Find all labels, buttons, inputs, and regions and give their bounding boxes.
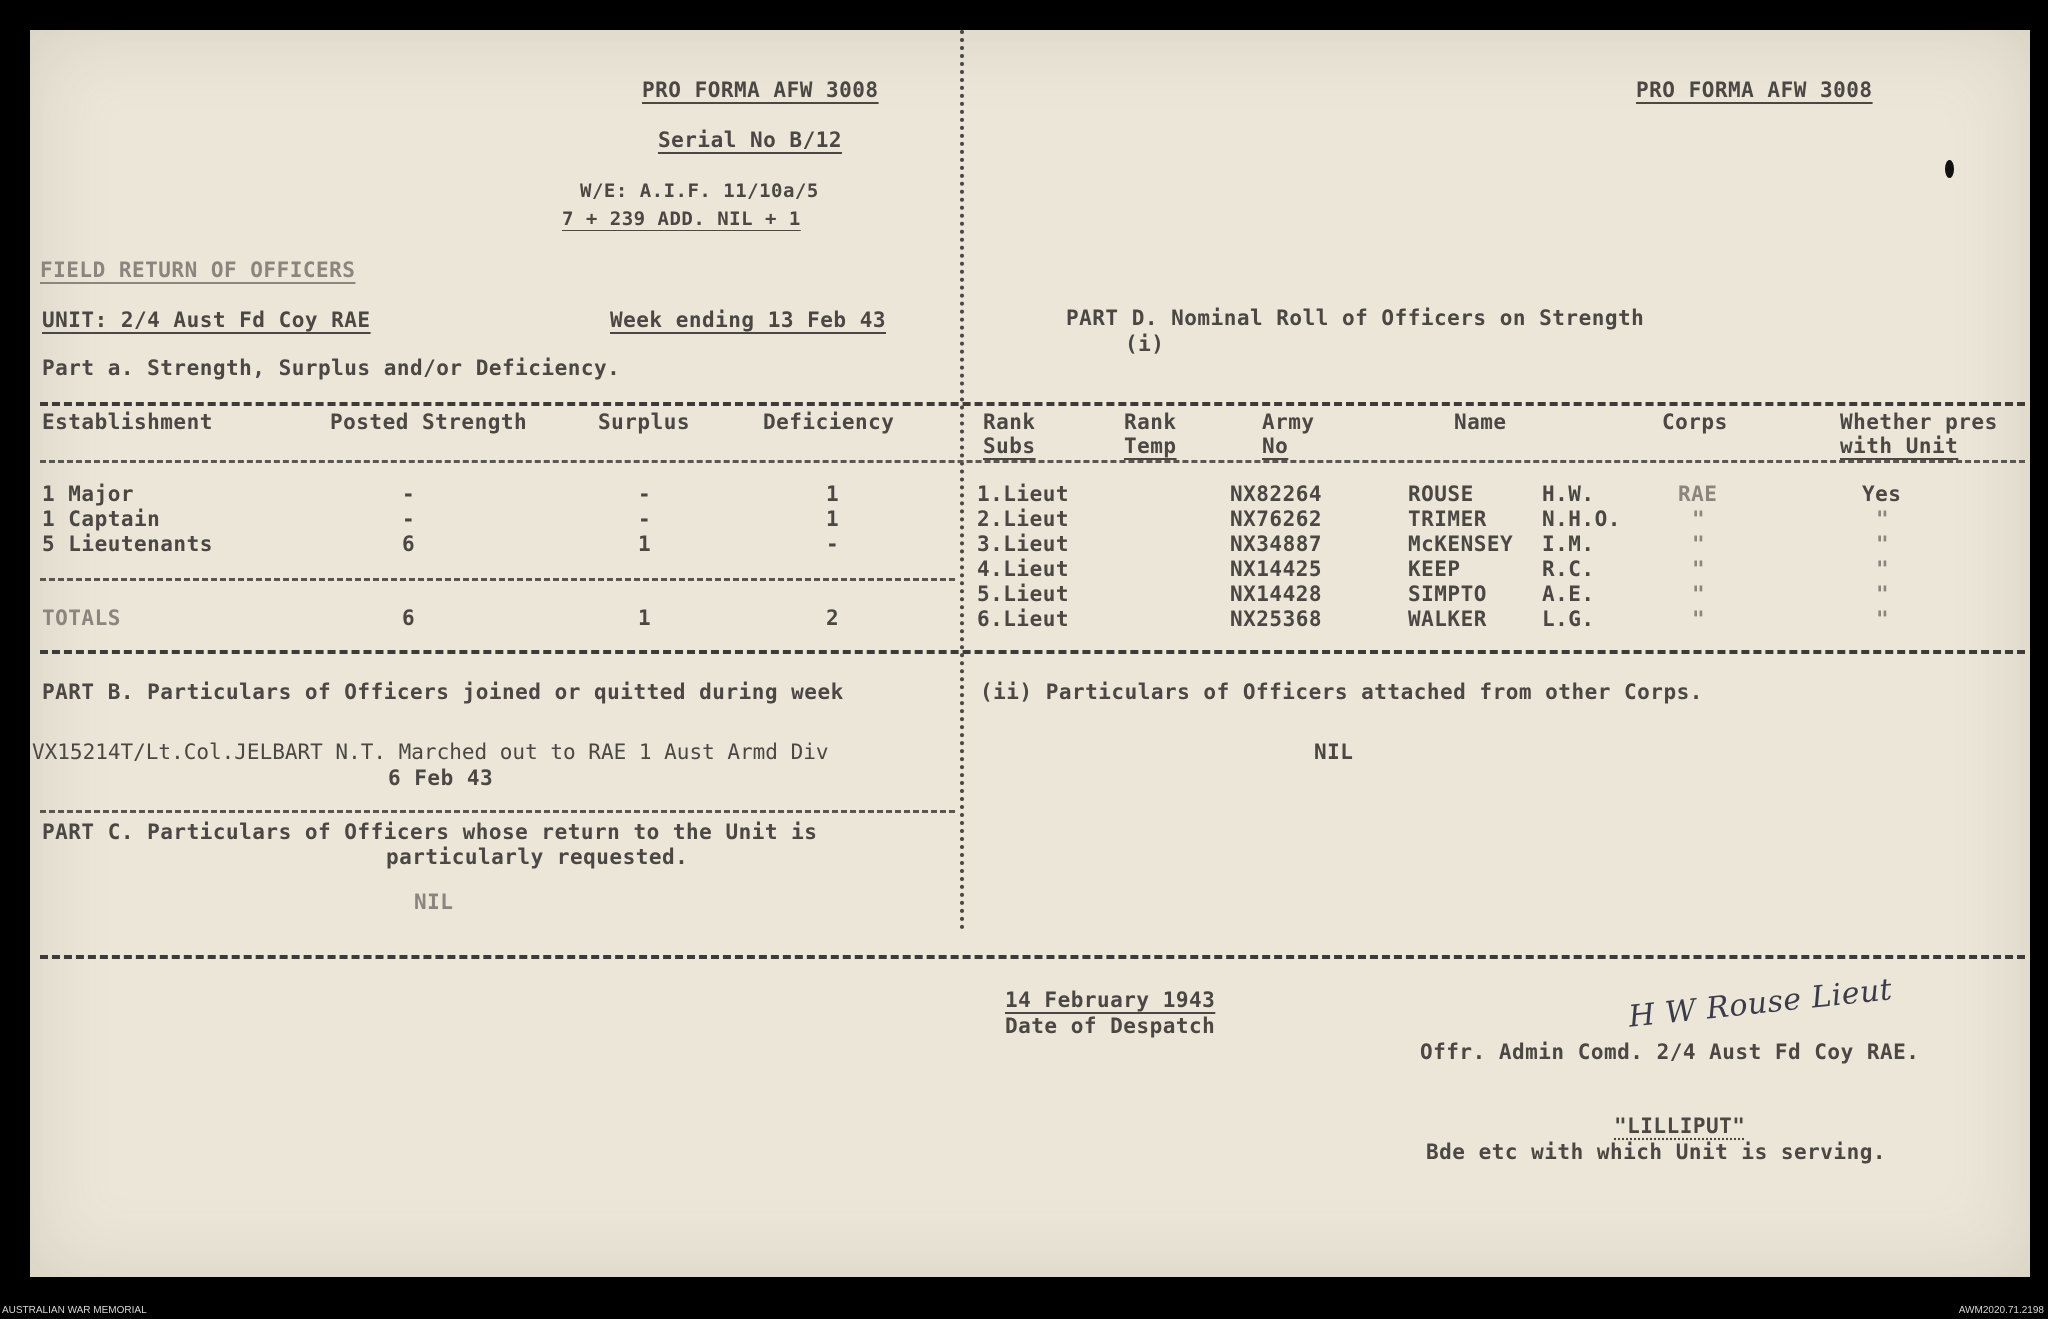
officer-present: " (1876, 607, 1890, 631)
col-posted-strength: Posted Strength (330, 410, 528, 434)
officer-army-no: NX34887 (1230, 532, 1323, 556)
officer-initials: N.H.O. (1542, 507, 1621, 531)
part-d-heading: PART D. Nominal Roll of Officers on Strength (1066, 306, 1645, 330)
officer-army-no: NX14425 (1230, 557, 1323, 581)
officer-present: " (1876, 532, 1890, 556)
despatch-label: Date of Despatch (1005, 1014, 1216, 1038)
officer-present: Yes (1862, 482, 1902, 506)
officer-initials: A.E. (1542, 582, 1595, 606)
row-est: 1 Major (42, 482, 135, 506)
col-corps: Corps (1662, 410, 1728, 434)
table-bottom-rule (40, 650, 2025, 654)
part-c-nil: NIL (414, 890, 454, 914)
row-est: 5 Lieutenants (42, 532, 213, 556)
officer-army-no: NX14428 (1230, 582, 1323, 606)
officer-corps: " (1692, 507, 1706, 531)
ink-blot (1945, 160, 1954, 178)
part-c-line-2: particularly requested. (386, 845, 689, 869)
officer-corps: " (1692, 607, 1706, 631)
officer-initials: I.M. (1542, 532, 1595, 556)
totals-rule (40, 578, 955, 581)
officer-rank: 2.Lieut (977, 507, 1070, 531)
part-a-heading: Part a. Strength, Surplus and/or Deficiency. (42, 356, 621, 380)
officer-rank: 6.Lieut (977, 607, 1070, 631)
officer-corps: RAE (1678, 482, 1718, 506)
officer-surname: KEEP (1408, 557, 1461, 581)
signer-title: Offr. Admin Comd. 2/4 Aust Fd Coy RAE. (1420, 1040, 1920, 1064)
row-posted: - (402, 482, 416, 506)
col-subs-rank-1: Rank (983, 410, 1036, 434)
officer-corps: " (1692, 532, 1706, 556)
col-establishment: Establishment (42, 410, 213, 434)
col-subs-rank-2: Subs (983, 434, 1036, 458)
officer-corps: " (1692, 582, 1706, 606)
form-number-left: PRO FORMA AFW 3008 (642, 78, 879, 102)
signature: H W Rouse Lieut (1626, 972, 1894, 1035)
col-name: Name (1454, 410, 1507, 434)
officer-rank: 4.Lieut (977, 557, 1070, 581)
col-army-no-1: Army (1262, 410, 1315, 434)
officer-rank: 5.Lieut (977, 582, 1070, 606)
part-c-rule (40, 810, 955, 813)
officer-surname: ROUSE (1408, 482, 1474, 506)
officer-initials: H.W. (1542, 482, 1595, 506)
unit-name: UNIT: 2/4 Aust Fd Coy RAE (42, 308, 371, 332)
officer-initials: L.G. (1542, 607, 1595, 631)
row-surplus: - (638, 507, 652, 531)
document-page (30, 30, 2030, 1277)
we-line-2: 7 + 239 ADD. NIL + 1 (562, 208, 801, 230)
part-d-ii-heading: (ii) Particulars of Officers attached from other Corps. (980, 680, 1703, 704)
officer-army-no: NX25368 (1230, 607, 1323, 631)
officer-present: " (1876, 557, 1890, 581)
part-c-line-1: PART C. Particulars of Officers whose return to the Unit is (42, 820, 818, 844)
week-ending: Week ending 13 Feb 43 (610, 308, 887, 332)
officer-present: " (1876, 582, 1890, 606)
form-number-right: PRO FORMA AFW 3008 (1636, 78, 1873, 102)
header-rule (40, 460, 2025, 463)
officer-surname: WALKER (1408, 607, 1487, 631)
part-d-sub: (i) (1125, 332, 1165, 356)
officer-army-no: NX76262 (1230, 507, 1323, 531)
part-b-entry: VX15214T/Lt.Col.JELBART N.T. Marched out to RAE 1 Aust Armd Div (32, 740, 829, 764)
column-separator (960, 30, 974, 930)
row-est: 1 Captain (42, 507, 161, 531)
col-deficiency: Deficiency (763, 410, 895, 434)
part-b-heading: PART B. Particulars of Officers joined or quitted during week (42, 680, 844, 704)
totals-label: TOTALS (42, 606, 121, 630)
officer-present: " (1876, 507, 1890, 531)
bottom-rule (40, 955, 2025, 959)
totals-surplus: 1 (638, 606, 652, 630)
formation-label: Bde etc with which Unit is serving. (1426, 1140, 1887, 1164)
officer-surname: TRIMER (1408, 507, 1487, 531)
serial-number: Serial No B/12 (658, 128, 843, 152)
officer-rank: 1.Lieut (977, 482, 1070, 506)
archive-reference: AWM2020.71.2198 (1958, 1305, 2044, 1316)
row-deficiency: 1 (826, 507, 840, 531)
part-b-date: 6 Feb 43 (388, 766, 494, 790)
officer-rank: 3.Lieut (977, 532, 1070, 556)
col-temp-rank-2: Temp (1124, 434, 1177, 458)
formation-codename: "LILLIPUT" (1614, 1114, 1746, 1138)
row-posted: - (402, 507, 416, 531)
totals-deficiency: 2 (826, 606, 840, 630)
col-army-no-2: No (1262, 434, 1289, 458)
row-deficiency: - (826, 532, 840, 556)
officer-initials: R.C. (1542, 557, 1595, 581)
table-top-rule (40, 402, 2025, 406)
archive-credit: AUSTRALIAN WAR MEMORIAL (2, 1305, 147, 1316)
we-line-1: W/E: A.I.F. 11/10a/5 (580, 180, 819, 202)
officer-surname: SIMPTO (1408, 582, 1487, 606)
col-temp-rank-1: Rank (1124, 410, 1177, 434)
despatch-date: 14 February 1943 (1005, 988, 1216, 1012)
officer-corps: " (1692, 557, 1706, 581)
return-title: FIELD RETURN OF OFFICERS (40, 258, 356, 282)
row-surplus: 1 (638, 532, 652, 556)
col-surplus: Surplus (598, 410, 691, 434)
part-d-ii-nil: NIL (1314, 740, 1354, 764)
row-surplus: - (638, 482, 652, 506)
totals-posted: 6 (402, 606, 416, 630)
row-posted: 6 (402, 532, 416, 556)
col-whether-1: Whether pres (1840, 410, 1998, 434)
officer-army-no: NX82264 (1230, 482, 1323, 506)
row-deficiency: 1 (826, 482, 840, 506)
officer-surname: McKENSEY (1408, 532, 1514, 556)
col-whether-2: with Unit (1840, 434, 1959, 458)
